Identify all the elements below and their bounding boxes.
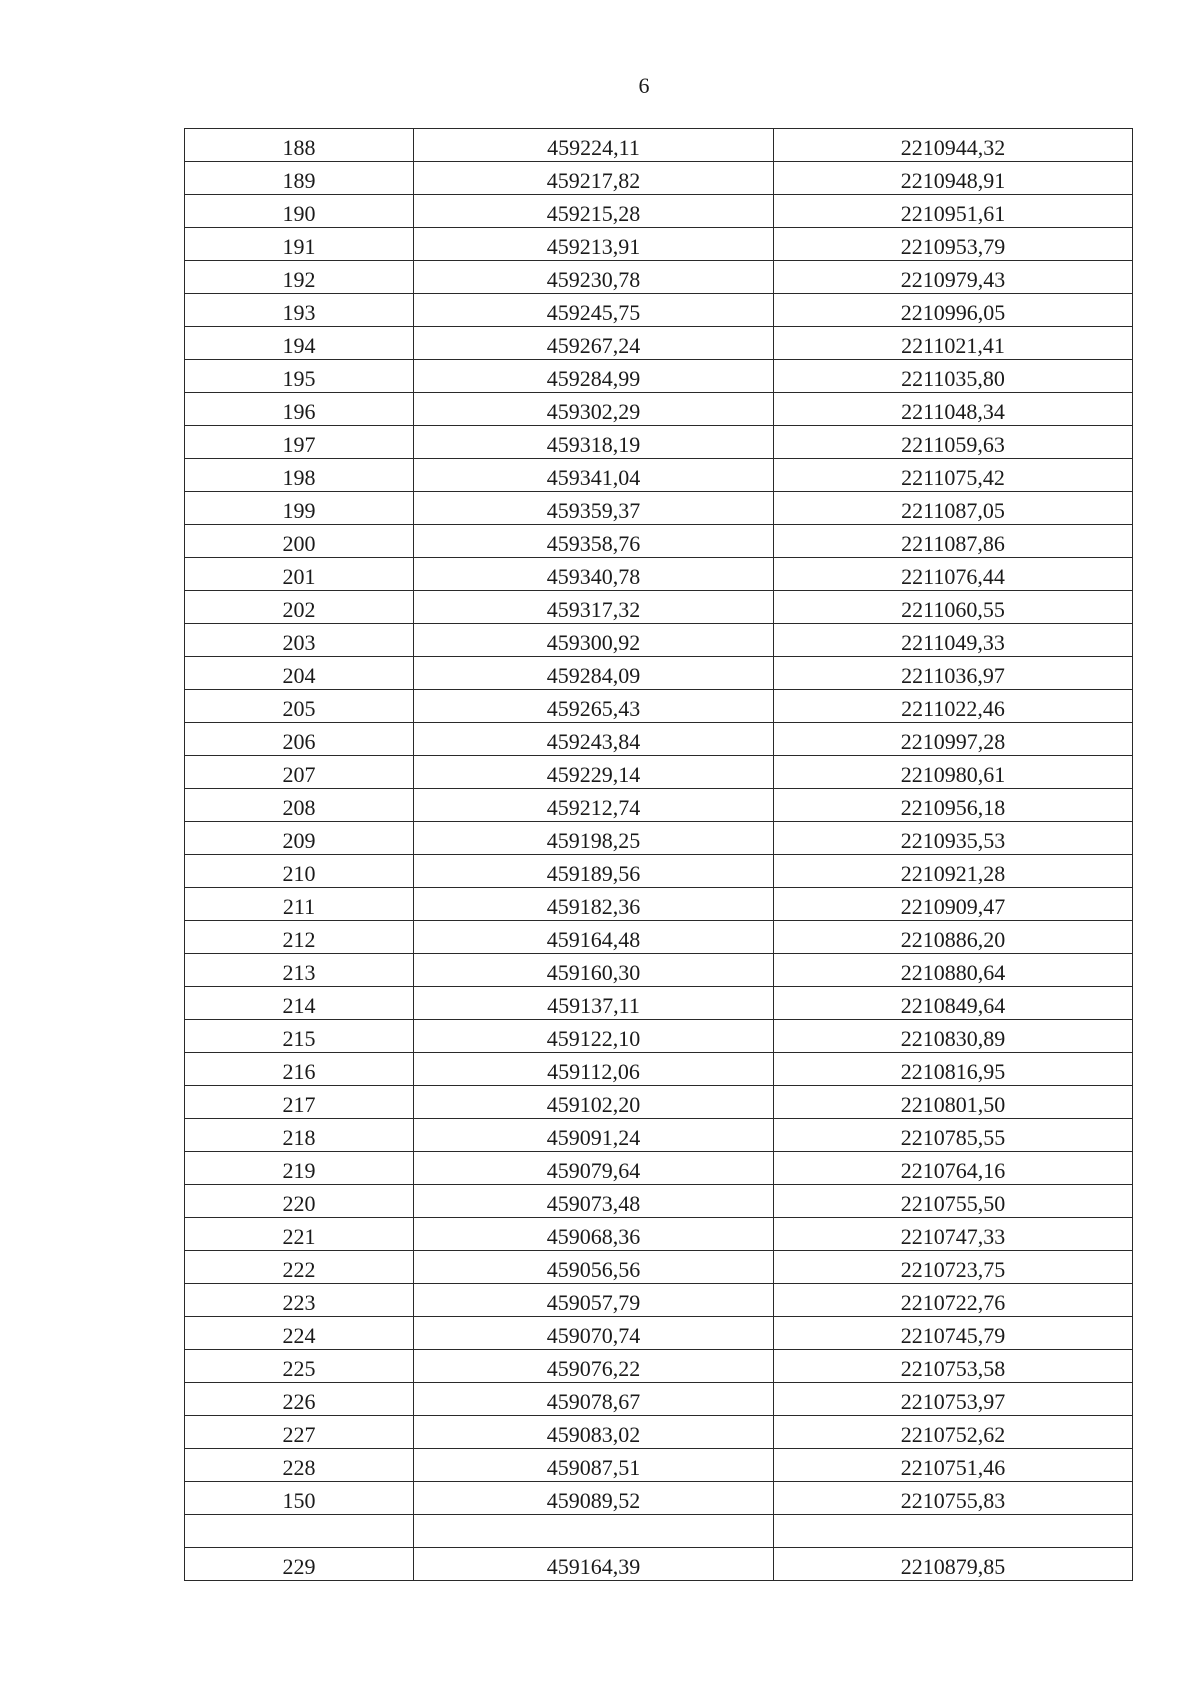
x-coordinate-cell: 459230,78 (414, 261, 774, 294)
table-row (185, 162, 1133, 195)
x-coordinate-cell: 459078,67 (414, 1383, 774, 1416)
x-coordinate-cell: 459340,78 (414, 558, 774, 591)
y-coordinate-cell: 2210886,20 (774, 921, 1133, 954)
x-coordinate-cell (414, 1515, 774, 1548)
point-number-cell: 193 (185, 294, 414, 327)
table-row (185, 261, 1133, 294)
y-coordinate-cell: 2210753,58 (774, 1350, 1133, 1383)
point-number-cell: 214 (185, 987, 414, 1020)
x-coordinate-cell: 459212,74 (414, 789, 774, 822)
table-row (185, 294, 1133, 327)
x-coordinate-cell: 459160,30 (414, 954, 774, 987)
table-row (185, 1251, 1133, 1284)
point-number-cell: 200 (185, 525, 414, 558)
point-number-cell: 201 (185, 558, 414, 591)
point-number-cell: 225 (185, 1350, 414, 1383)
table-row (185, 1086, 1133, 1119)
y-coordinate-cell: 2211087,86 (774, 525, 1133, 558)
table-row (185, 624, 1133, 657)
x-coordinate-cell: 459265,43 (414, 690, 774, 723)
y-coordinate-cell: 2210752,62 (774, 1416, 1133, 1449)
table-row (185, 888, 1133, 921)
point-number-cell: 217 (185, 1086, 414, 1119)
y-coordinate-cell: 2210849,64 (774, 987, 1133, 1020)
y-coordinate-cell: 2210909,47 (774, 888, 1133, 921)
x-coordinate-cell: 459245,75 (414, 294, 774, 327)
table-row (185, 855, 1133, 888)
x-coordinate-cell: 459057,79 (414, 1284, 774, 1317)
x-coordinate-cell: 459217,82 (414, 162, 774, 195)
y-coordinate-cell: 2210935,53 (774, 822, 1133, 855)
point-number-cell: 211 (185, 888, 414, 921)
table-row (185, 987, 1133, 1020)
x-coordinate-cell: 459243,84 (414, 723, 774, 756)
table-row (185, 360, 1133, 393)
y-coordinate-cell: 2210996,05 (774, 294, 1133, 327)
y-coordinate-cell: 2210956,18 (774, 789, 1133, 822)
coordinates-table-body (185, 129, 1133, 1581)
point-number-cell: 206 (185, 723, 414, 756)
y-coordinate-cell: 2210745,79 (774, 1317, 1133, 1350)
y-coordinate-cell: 2210764,16 (774, 1152, 1133, 1185)
x-coordinate-cell: 459224,11 (414, 129, 774, 162)
y-coordinate-cell: 2210722,76 (774, 1284, 1133, 1317)
y-coordinate-cell: 2210979,43 (774, 261, 1133, 294)
point-number-cell: 227 (185, 1416, 414, 1449)
table-row (185, 921, 1133, 954)
table-row (185, 1482, 1133, 1515)
point-number-cell: 194 (185, 327, 414, 360)
table-row (185, 954, 1133, 987)
y-coordinate-cell: 2210944,32 (774, 129, 1133, 162)
y-coordinate-cell: 2210951,61 (774, 195, 1133, 228)
table-row (185, 756, 1133, 789)
point-number-cell: 204 (185, 657, 414, 690)
table-row (185, 1119, 1133, 1152)
table-row (185, 1317, 1133, 1350)
point-number-cell: 226 (185, 1383, 414, 1416)
table-row (185, 1020, 1133, 1053)
point-number-cell: 190 (185, 195, 414, 228)
x-coordinate-cell: 459182,36 (414, 888, 774, 921)
x-coordinate-cell: 459164,39 (414, 1548, 774, 1581)
y-coordinate-cell: 2210921,28 (774, 855, 1133, 888)
point-number-cell: 228 (185, 1449, 414, 1482)
y-coordinate-cell: 2210879,85 (774, 1548, 1133, 1581)
x-coordinate-cell: 459102,20 (414, 1086, 774, 1119)
point-number-cell: 224 (185, 1317, 414, 1350)
x-coordinate-cell: 459112,06 (414, 1053, 774, 1086)
page-number: 6 (638, 73, 650, 98)
x-coordinate-cell: 459318,19 (414, 426, 774, 459)
table-row (185, 789, 1133, 822)
point-number-cell: 207 (185, 756, 414, 789)
y-coordinate-cell: 2210948,91 (774, 162, 1133, 195)
point-number-cell: 198 (185, 459, 414, 492)
y-coordinate-cell: 2210880,64 (774, 954, 1133, 987)
x-coordinate-cell: 459215,28 (414, 195, 774, 228)
x-coordinate-cell: 459122,10 (414, 1020, 774, 1053)
point-number-cell: 212 (185, 921, 414, 954)
table-row (185, 1515, 1133, 1548)
x-coordinate-cell: 459229,14 (414, 756, 774, 789)
x-coordinate-cell: 459198,25 (414, 822, 774, 855)
x-coordinate-cell: 459358,76 (414, 525, 774, 558)
table-row (185, 1185, 1133, 1218)
y-coordinate-cell: 2210801,50 (774, 1086, 1133, 1119)
point-number-cell: 220 (185, 1185, 414, 1218)
x-coordinate-cell: 459070,74 (414, 1317, 774, 1350)
y-coordinate-cell: 2211022,46 (774, 690, 1133, 723)
x-coordinate-cell: 459079,64 (414, 1152, 774, 1185)
table-row (185, 492, 1133, 525)
x-coordinate-cell: 459341,04 (414, 459, 774, 492)
y-coordinate-cell: 2211060,55 (774, 591, 1133, 624)
y-coordinate-cell: 2210997,28 (774, 723, 1133, 756)
table-row (185, 327, 1133, 360)
x-coordinate-cell: 459087,51 (414, 1449, 774, 1482)
y-coordinate-cell: 2211059,63 (774, 426, 1133, 459)
y-coordinate-cell: 2211035,80 (774, 360, 1133, 393)
table-row (185, 1416, 1133, 1449)
point-number-cell: 192 (185, 261, 414, 294)
table-row (185, 822, 1133, 855)
x-coordinate-cell: 459317,32 (414, 591, 774, 624)
table-row (185, 228, 1133, 261)
point-number-cell: 216 (185, 1053, 414, 1086)
y-coordinate-cell: 2211049,33 (774, 624, 1133, 657)
y-coordinate-cell: 2210751,46 (774, 1449, 1133, 1482)
point-number-cell: 229 (185, 1548, 414, 1581)
table-row (185, 657, 1133, 690)
point-number-cell (185, 1515, 414, 1548)
x-coordinate-cell: 459213,91 (414, 228, 774, 261)
point-number-cell: 223 (185, 1284, 414, 1317)
y-coordinate-cell: 2211036,97 (774, 657, 1133, 690)
point-number-cell: 218 (185, 1119, 414, 1152)
y-coordinate-cell: 2210747,33 (774, 1218, 1133, 1251)
point-number-cell: 215 (185, 1020, 414, 1053)
table-row (185, 1383, 1133, 1416)
table-row (185, 1284, 1133, 1317)
point-number-cell: 195 (185, 360, 414, 393)
y-coordinate-cell: 2210755,83 (774, 1482, 1133, 1515)
x-coordinate-cell: 459083,02 (414, 1416, 774, 1449)
y-coordinate-cell: 2211087,05 (774, 492, 1133, 525)
x-coordinate-cell: 459089,52 (414, 1482, 774, 1515)
table-row (185, 426, 1133, 459)
x-coordinate-cell: 459091,24 (414, 1119, 774, 1152)
point-number-cell: 222 (185, 1251, 414, 1284)
table-row (185, 1350, 1133, 1383)
table-row (185, 195, 1133, 228)
table-row (185, 129, 1133, 162)
table-row (185, 459, 1133, 492)
x-coordinate-cell: 459359,37 (414, 492, 774, 525)
x-coordinate-cell: 459284,99 (414, 360, 774, 393)
table-row (185, 1053, 1133, 1086)
point-number-cell: 150 (185, 1482, 414, 1515)
x-coordinate-cell: 459068,36 (414, 1218, 774, 1251)
y-coordinate-cell: 2211021,41 (774, 327, 1133, 360)
x-coordinate-cell: 459284,09 (414, 657, 774, 690)
point-number-cell: 219 (185, 1152, 414, 1185)
table-row (185, 591, 1133, 624)
y-coordinate-cell: 2210785,55 (774, 1119, 1133, 1152)
y-coordinate-cell (774, 1515, 1133, 1548)
y-coordinate-cell: 2210753,97 (774, 1383, 1133, 1416)
point-number-cell: 196 (185, 393, 414, 426)
x-coordinate-cell: 459137,11 (414, 987, 774, 1020)
y-coordinate-cell: 2210816,95 (774, 1053, 1133, 1086)
table-row (185, 723, 1133, 756)
table-row (185, 525, 1133, 558)
x-coordinate-cell: 459300,92 (414, 624, 774, 657)
x-coordinate-cell: 459189,56 (414, 855, 774, 888)
point-number-cell: 197 (185, 426, 414, 459)
point-number-cell: 221 (185, 1218, 414, 1251)
point-number-cell: 188 (185, 129, 414, 162)
y-coordinate-cell: 2211076,44 (774, 558, 1133, 591)
table-row (185, 1152, 1133, 1185)
y-coordinate-cell: 2211075,42 (774, 459, 1133, 492)
x-coordinate-cell: 459164,48 (414, 921, 774, 954)
y-coordinate-cell: 2210953,79 (774, 228, 1133, 261)
x-coordinate-cell: 459267,24 (414, 327, 774, 360)
point-number-cell: 213 (185, 954, 414, 987)
x-coordinate-cell: 459056,56 (414, 1251, 774, 1284)
point-number-cell: 208 (185, 789, 414, 822)
table-row (185, 1218, 1133, 1251)
y-coordinate-cell: 2210830,89 (774, 1020, 1133, 1053)
table-row (185, 1548, 1133, 1581)
coordinates-table (184, 128, 1133, 1581)
y-coordinate-cell: 2210980,61 (774, 756, 1133, 789)
y-coordinate-cell: 2210723,75 (774, 1251, 1133, 1284)
point-number-cell: 209 (185, 822, 414, 855)
table-row (185, 558, 1133, 591)
x-coordinate-cell: 459073,48 (414, 1185, 774, 1218)
point-number-cell: 210 (185, 855, 414, 888)
point-number-cell: 191 (185, 228, 414, 261)
point-number-cell: 189 (185, 162, 414, 195)
x-coordinate-cell: 459302,29 (414, 393, 774, 426)
table-row (185, 393, 1133, 426)
table-row (185, 1449, 1133, 1482)
y-coordinate-cell: 2211048,34 (774, 393, 1133, 426)
y-coordinate-cell: 2210755,50 (774, 1185, 1133, 1218)
x-coordinate-cell: 459076,22 (414, 1350, 774, 1383)
point-number-cell: 199 (185, 492, 414, 525)
point-number-cell: 202 (185, 591, 414, 624)
point-number-cell: 203 (185, 624, 414, 657)
point-number-cell: 205 (185, 690, 414, 723)
table-row (185, 690, 1133, 723)
